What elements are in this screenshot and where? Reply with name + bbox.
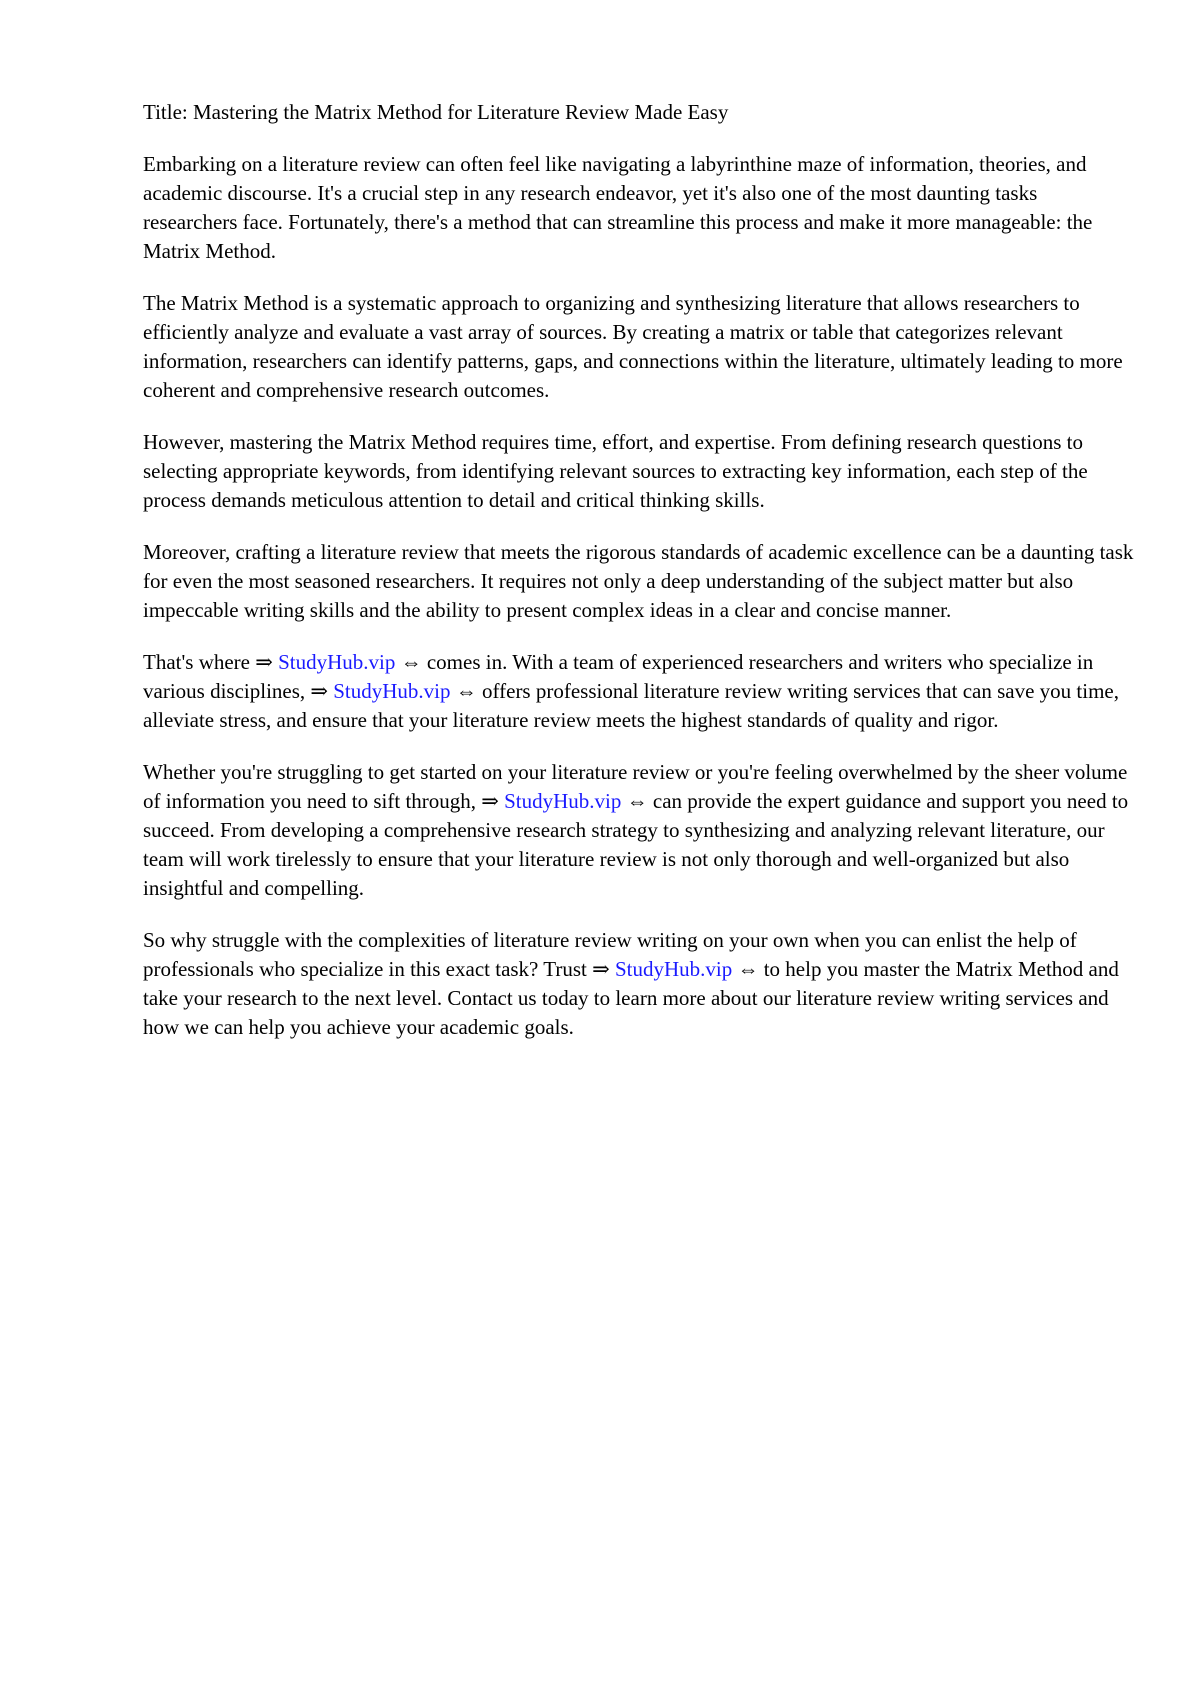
studyhub-link[interactable]: StudyHub.vip [333,679,451,703]
paragraph-whether [143,758,1135,903]
paragraph-mastering: However, mastering the Matrix Method requires time, effort, and expertise. From defining research questions to selecting appropriate keywords, from identifying relevant sources to extracting key information, each step of the process demands meticulous attention to detail and critical thinking skills. [143,430,1088,512]
studyhub-link[interactable]: StudyHub.vip [504,789,622,813]
paragraph-text: ⇔ comes in. With a team of experienced researchers and writers who specialize in various disciplines, ⇒ [143,650,1094,703]
paragraph-text: That's where ⇒ [143,650,279,674]
paragraph-text: ⇔ can provide the expert guidance and support you need to succeed. From developing a comprehensive research strategy to synthesizing and analyzing relevant literature, our team will work tirelessly to ensure that your literature review is not only thorough and well-organized but also insightful and compelling. [143,789,1129,900]
paragraph-thats-where [143,648,1135,735]
paragraph-text: ⇔ to help you master the Matrix Method and take your research to the next level. Contact us today to learn more about our literature review writing services and how we can help you achieve your academic goals. [143,957,1119,1039]
document-title: Title: Mastering the Matrix Method for Literature Review Made Easy [143,100,729,124]
studyhub-link[interactable]: StudyHub.vip [614,957,733,981]
studyhub-link[interactable]: StudyHub.vip [278,650,396,674]
paragraph-text: ⇔ offers professional literature review writing services that can save you time, alleviate stress, and ensure that your literature review meets the highest standards of quality and rigor. [143,679,1119,732]
paragraph-intro: Embarking on a literature review can often feel like navigating a labyrinthine maze of information, theories, and academic discourse. It's a crucial step in any research endeavor, yet it's also one of the most daunting tasks researchers face. Fortunately, there's a method that can streamline this process and make it more manageable: the Matrix Method. [143,152,1093,263]
paragraph-text: So why struggle with the complexities of literature review writing on your own when you can enlist the help of professionals who specialize in this exact task? Trust ⇒ [143,928,1077,981]
paragraph-so-why [143,926,1135,1042]
paragraph-text: Whether you're struggling to get started on your literature review or you're feeling overwhelmed by the sheer volume of information you need to sift through, ⇒ [143,760,1128,813]
paragraph-matrix-method: The Matrix Method is a systematic approach to organizing and synthesizing literature that allows researchers to efficiently analyze and evaluate a vast array of sources. By creating a matrix or table that categorizes relevant information, researchers can identify patterns, gaps, and connections within the literature, ultimately leading to more coherent and comprehensive research outcomes. [143,291,1123,402]
document-body [143,98,1135,1065]
paragraph-crafting: Moreover, crafting a literature review that meets the rigorous standards of academic excellence can be a daunting task for even the most seasoned researchers. It requires not only a deep understanding of the subject matter but also impeccable writing skills and the ability to present complex ideas in a clear and concise manner. [143,540,1134,622]
